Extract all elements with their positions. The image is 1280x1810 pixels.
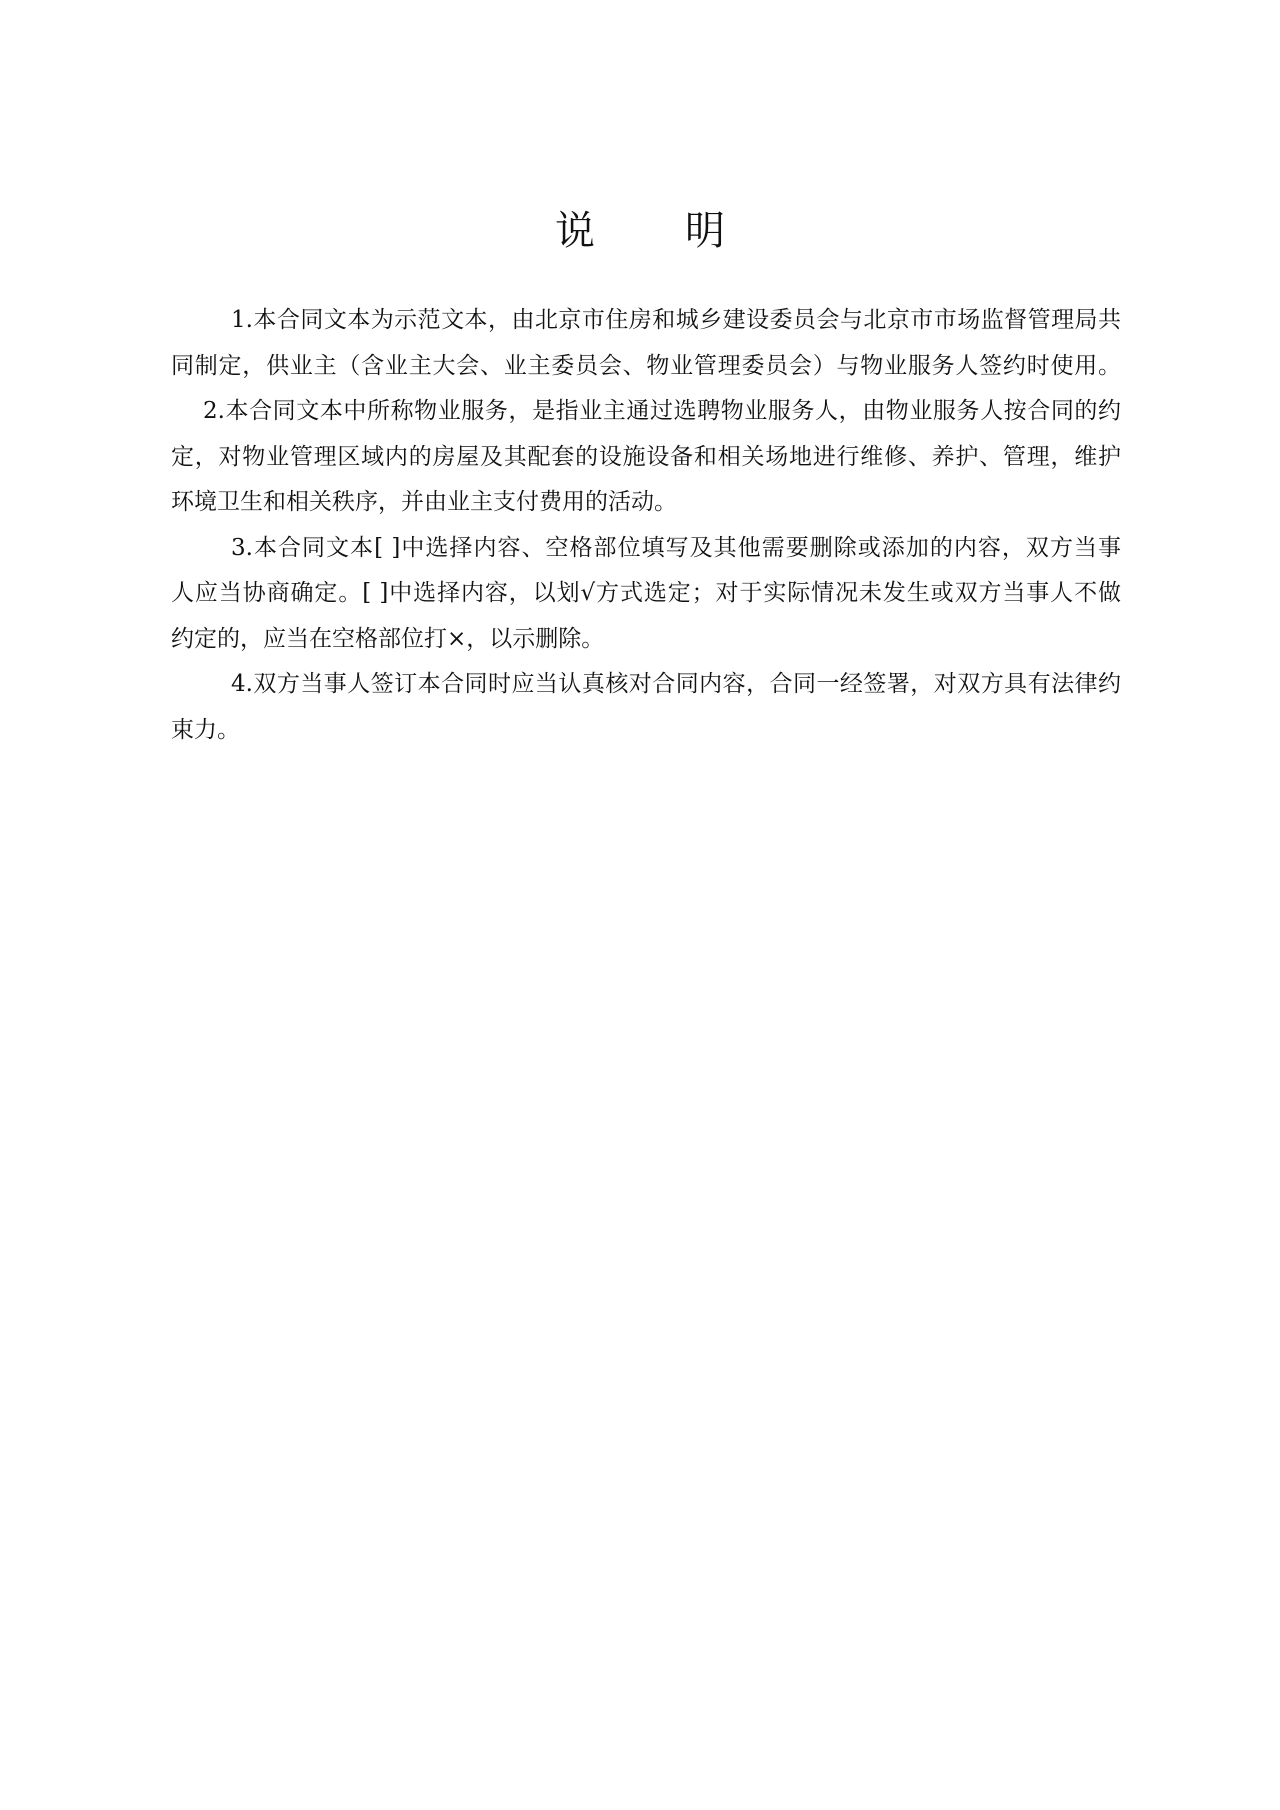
paragraph-line: 同制定，供业主（含业主大会、业主委员会、物业管理委员会）与物业服务人签约时使用。 xyxy=(171,352,1121,379)
paragraph-line: 3.本合同文本[ ]中选择内容、空格部位填写及其他需要删除或添加的内容，双方当事 xyxy=(231,534,1121,561)
paragraph-line: 人应当协商确定。[ ]中选择内容，以划√方式选定；对于实际情况未发生或双方当事人不做 xyxy=(171,580,1121,606)
paragraph-line: 4.双方当事人签订本合同时应当认真核对合同内容，合同一经签署，对双方具有法律约 xyxy=(231,671,1121,697)
paragraph-line: 1.本合同文本为示范文本，由北京市住房和城乡建设委员会与北京市市场监督管理局共 xyxy=(231,307,1121,333)
paragraph-4 xyxy=(171,662,1121,753)
paragraph-line: 2.本合同文本中所称物业服务，是指业主通过选聘物业服务人，由物业服务人按合同的约 xyxy=(203,398,1121,424)
paragraph-2 xyxy=(171,389,1121,526)
paragraph-3 xyxy=(171,526,1121,663)
document-body xyxy=(171,298,1121,753)
page-title xyxy=(0,205,1280,257)
paragraph-line: 约定的，应当在空格部位打×，以示删除。 xyxy=(171,625,605,652)
paragraph-1 xyxy=(171,298,1121,389)
title-char-1: 说 xyxy=(555,208,595,254)
paragraph-line: 定，对物业管理区域内的房屋及其配套的设施设备和相关场地进行维修、养护、管理，维护 xyxy=(171,443,1121,470)
paragraph-line: 环境卫生和相关秩序，并由业主支付费用的活动。 xyxy=(171,489,677,515)
title-char-2: 明 xyxy=(685,208,725,254)
paragraph-line: 束力。 xyxy=(171,716,240,743)
